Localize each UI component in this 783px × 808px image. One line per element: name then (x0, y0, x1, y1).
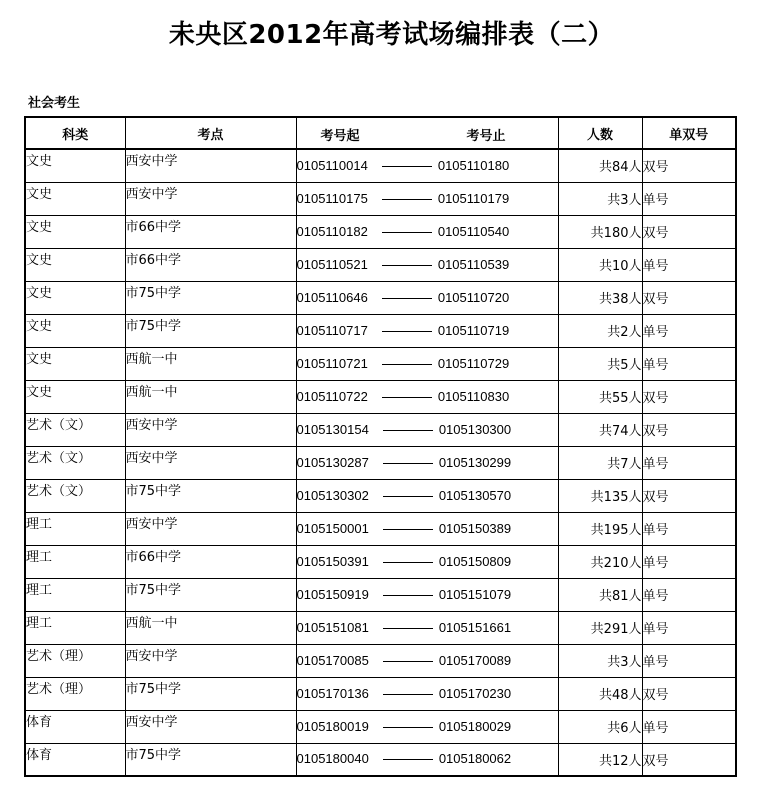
cell-start: 0105110014 (296, 157, 368, 173)
cell-range (296, 710, 558, 743)
cell-site: 西安中学 (125, 710, 296, 743)
cell-range (296, 182, 558, 215)
cell-site: 西航一中 (125, 347, 296, 380)
cell-end: 0105130299 (438, 454, 512, 470)
cell-count: 共7人 (558, 446, 642, 479)
cell-range (296, 479, 558, 512)
cell-start: 0105170085 (296, 652, 369, 668)
cell-end: 0105130570 (438, 487, 512, 503)
cell-subject: 文史 (25, 380, 125, 413)
range-dash (383, 529, 433, 530)
cell-start: 0105110722 (296, 388, 368, 404)
cell-subject: 文史 (25, 182, 125, 215)
cell-subject: 艺术（文） (25, 446, 125, 479)
cell-subject: 理工 (25, 545, 125, 578)
cell-parity: 单号 (642, 314, 736, 347)
cell-end: 0105110830 (437, 388, 510, 404)
cell-parity: 双号 (642, 281, 736, 314)
range-dash (383, 694, 433, 695)
cell-range (296, 380, 558, 413)
cell-range (296, 545, 558, 578)
cell-count: 共48人 (558, 677, 642, 710)
cell-end: 0105130300 (438, 421, 512, 437)
range-dash (383, 595, 433, 596)
cell-parity: 单号 (642, 347, 736, 380)
cell-site: 市75中学 (125, 677, 296, 710)
cell-parity: 双号 (642, 380, 736, 413)
cell-subject: 文史 (25, 215, 125, 248)
cell-parity: 单号 (642, 644, 736, 677)
cell-subject: 理工 (25, 611, 125, 644)
cell-count: 共3人 (558, 182, 642, 215)
cell-start: 0105180040 (296, 751, 369, 767)
cell-range (296, 149, 558, 182)
cell-count: 共38人 (558, 281, 642, 314)
cell-site: 市66中学 (125, 545, 296, 578)
cell-count: 共74人 (558, 413, 642, 446)
header-count: 人数 (558, 117, 642, 149)
cell-end: 0105151079 (438, 586, 512, 602)
cell-count: 共81人 (558, 578, 642, 611)
cell-end: 0105110179 (437, 190, 510, 206)
cell-count: 共6人 (558, 710, 642, 743)
cell-subject: 艺术（理） (25, 644, 125, 677)
range-dash (382, 331, 432, 332)
table-row (25, 611, 736, 644)
cell-subject: 体育 (25, 710, 125, 743)
cell-end: 0105170230 (438, 685, 512, 701)
range-dash (383, 562, 433, 563)
cell-subject: 理工 (25, 512, 125, 545)
cell-site: 西航一中 (125, 611, 296, 644)
cell-subject: 艺术（理） (25, 677, 125, 710)
cell-start: 0105180019 (296, 718, 369, 734)
cell-range (296, 578, 558, 611)
cell-end: 0105110720 (437, 289, 510, 305)
table-row (25, 248, 736, 281)
cell-end: 0105110729 (437, 355, 510, 371)
cell-end: 0105110539 (437, 256, 510, 272)
cell-start: 0105170136 (296, 685, 369, 701)
table-row (25, 413, 736, 446)
cell-count: 共3人 (558, 644, 642, 677)
cell-subject: 艺术（文） (25, 479, 125, 512)
cell-count: 共10人 (558, 248, 642, 281)
range-dash (383, 463, 433, 464)
exam-schedule-table (24, 116, 737, 777)
cell-start: 0105110717 (296, 322, 368, 338)
cell-range (296, 413, 558, 446)
cell-site: 西安中学 (125, 644, 296, 677)
cell-start: 0105150919 (296, 586, 369, 602)
range-dash (382, 232, 432, 233)
cell-range (296, 644, 558, 677)
cell-count: 共195人 (558, 512, 642, 545)
cell-parity: 双号 (642, 743, 736, 776)
cell-site: 市75中学 (125, 743, 296, 776)
table-row (25, 644, 736, 677)
table-row (25, 479, 736, 512)
cell-subject: 文史 (25, 281, 125, 314)
cell-count: 共55人 (558, 380, 642, 413)
cell-site: 西安中学 (125, 446, 296, 479)
range-dash (383, 430, 433, 431)
table-row (25, 182, 736, 215)
cell-parity: 单号 (642, 182, 736, 215)
cell-range (296, 347, 558, 380)
header-subject: 科类 (25, 117, 125, 149)
cell-subject: 艺术（文） (25, 413, 125, 446)
cell-count: 共84人 (558, 149, 642, 182)
table-row (25, 380, 736, 413)
cell-parity: 双号 (642, 215, 736, 248)
cell-start: 0105130154 (296, 421, 369, 437)
cell-start: 0105150001 (296, 520, 369, 536)
cell-end: 0105110540 (437, 223, 510, 239)
cell-start: 0105150391 (296, 553, 369, 569)
cell-start: 0105110182 (296, 223, 368, 239)
cell-parity: 单号 (642, 512, 736, 545)
cell-end: 0105150809 (438, 553, 512, 569)
cell-range (296, 743, 558, 776)
range-dash (382, 199, 432, 200)
cell-site: 市75中学 (125, 281, 296, 314)
range-dash (382, 298, 432, 299)
cell-start: 0105110721 (296, 355, 368, 371)
table-row (25, 677, 736, 710)
cell-parity: 双号 (642, 677, 736, 710)
table-row (25, 578, 736, 611)
cell-site: 市66中学 (125, 215, 296, 248)
cell-count: 共135人 (558, 479, 642, 512)
range-dash (383, 496, 433, 497)
cell-count: 共5人 (558, 347, 642, 380)
range-dash (382, 166, 432, 167)
cell-parity: 单号 (642, 578, 736, 611)
cell-range (296, 248, 558, 281)
range-dash (382, 364, 432, 365)
cell-start: 0105110521 (296, 256, 368, 272)
table-row (25, 446, 736, 479)
cell-end: 0105180029 (438, 718, 512, 734)
page-title: 未央区2012年高考试场编排表（二） (168, 20, 615, 50)
cell-end: 0105151661 (438, 619, 512, 635)
cell-start: 0105151081 (296, 619, 369, 635)
cell-site: 西安中学 (125, 512, 296, 545)
cell-range (296, 281, 558, 314)
header-parity: 单双号 (642, 117, 736, 149)
cell-site: 市75中学 (125, 578, 296, 611)
table-row (25, 149, 736, 182)
table-row (25, 215, 736, 248)
range-dash (383, 759, 433, 760)
cell-range (296, 611, 558, 644)
cell-count: 共210人 (558, 545, 642, 578)
cell-count: 共180人 (558, 215, 642, 248)
cell-subject: 文史 (25, 347, 125, 380)
cell-site: 市75中学 (125, 314, 296, 347)
cell-range (296, 512, 558, 545)
cell-subject: 文史 (25, 149, 125, 182)
table-row (25, 743, 736, 776)
header-site: 考点 (125, 117, 296, 149)
header-end: 考号止 (466, 129, 506, 144)
cell-count: 共12人 (558, 743, 642, 776)
cell-end: 0105170089 (438, 652, 512, 668)
cell-site: 西安中学 (125, 182, 296, 215)
table-row (25, 710, 736, 743)
range-dash (383, 628, 433, 629)
section-subtitle: 社会考生 (28, 96, 81, 111)
table-row (25, 281, 736, 314)
table-row (25, 512, 736, 545)
cell-parity: 单号 (642, 710, 736, 743)
cell-site: 西安中学 (125, 149, 296, 182)
cell-parity: 单号 (642, 545, 736, 578)
cell-parity: 单号 (642, 611, 736, 644)
table-row (25, 347, 736, 380)
cell-count: 共2人 (558, 314, 642, 347)
cell-start: 0105130302 (296, 487, 369, 503)
cell-range (296, 446, 558, 479)
table-body (25, 149, 736, 776)
cell-start: 0105110175 (296, 190, 368, 206)
table-row (25, 545, 736, 578)
cell-site: 西航一中 (125, 380, 296, 413)
cell-site: 西安中学 (125, 413, 296, 446)
cell-start: 0105110646 (296, 289, 368, 305)
cell-count: 共291人 (558, 611, 642, 644)
cell-subject: 文史 (25, 314, 125, 347)
cell-subject: 文史 (25, 248, 125, 281)
header-range (296, 117, 558, 149)
range-dash (382, 397, 432, 398)
cell-range (296, 314, 558, 347)
table-header-row (25, 117, 736, 149)
range-dash (383, 727, 433, 728)
cell-end: 0105110180 (437, 157, 510, 173)
cell-parity: 双号 (642, 149, 736, 182)
cell-parity: 单号 (642, 446, 736, 479)
cell-end: 0105110719 (437, 322, 510, 338)
range-dash (382, 265, 432, 266)
table-row (25, 314, 736, 347)
range-dash (383, 661, 433, 662)
cell-start: 0105130287 (296, 454, 369, 470)
cell-range (296, 677, 558, 710)
cell-range (296, 215, 558, 248)
header-start: 考号起 (320, 129, 360, 144)
cell-end: 0105150389 (438, 520, 512, 536)
cell-site: 市75中学 (125, 479, 296, 512)
cell-subject: 体育 (25, 743, 125, 776)
cell-parity: 单号 (642, 248, 736, 281)
cell-parity: 双号 (642, 479, 736, 512)
cell-subject: 理工 (25, 578, 125, 611)
cell-end: 0105180062 (438, 751, 512, 767)
cell-parity: 双号 (642, 413, 736, 446)
cell-site: 市66中学 (125, 248, 296, 281)
